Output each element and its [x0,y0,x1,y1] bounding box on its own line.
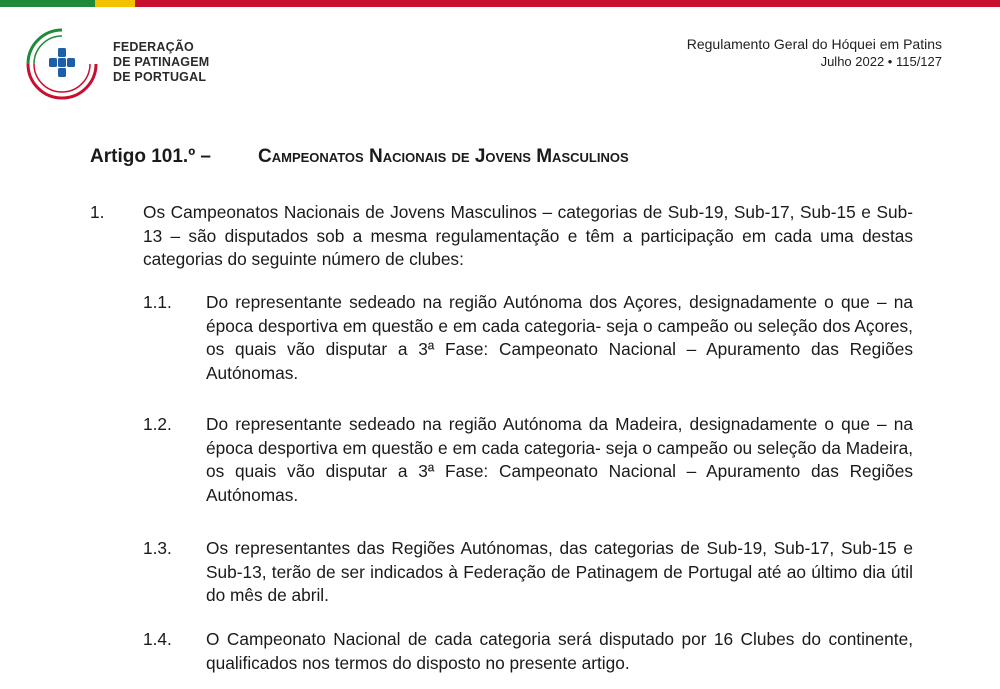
subitem-text: Os representantes das Regiões Autónomas, das categorias de Sub-19, Sub-17, Sub-15 e Sub-13, terão de ser indicados à Federação de Patinagem de Portugal até ao último dia útil do mês de abril. [206,538,913,605]
item-text: Os Campeonatos Nacionais de Jovens Masculinos – categorias de Sub-19, Sub-17, Sub-15 e Sub-13 – são disputados sob a mesma regulamentação e têm a participação em cada uma destas categorias do seguinte número de clubes: [143,202,913,269]
federation-name-line3: DE PORTUGAL [113,70,207,84]
federation-name [113,40,209,85]
federation-name-line2: DE PATINAGEM [113,55,210,69]
item-number: 1. [90,202,105,222]
subitem-number: 1.3. [143,538,172,558]
flag-green-segment [0,0,95,7]
article-title: Campeonatos Nacionais de Jovens Masculinos [258,146,629,167]
subitem-number: 1.4. [143,629,172,649]
article-heading [90,146,629,168]
federation-logo [24,26,100,102]
article-number: Artigo 101.º – [90,146,211,167]
federation-name-line1: FEDERAÇÃO [113,40,194,54]
subitem-text: Do representante sedeado na região Autónoma da Madeira, designadamente o que – na época desportiva em questão e em cada categoria- seja o campeão ou seleção da Madeira, os quais vão disputar a 3ª Fase: Campeonato Nacional – Apuramento das Regiões Autónomas. [206,414,913,505]
flag-red-segment [135,0,1000,7]
subitem-text: O Campeonato Nacional de cada categoria será disputado por 16 Clubes do continente, qualificados nos termos do disposto no presente artigo. [206,629,913,673]
document-title: Regulamento Geral do Hóquei em Patins [686,36,942,52]
shield-quinas-icon [49,48,75,77]
document-reference [687,36,942,70]
subitem-number: 1.2. [143,414,172,434]
document-date-page: Julho 2022 • 115/127 [820,54,942,69]
subitem-number: 1.1. [143,292,172,312]
flag-color-bar [0,0,1000,7]
subitem-text: Do representante sedeado na região Autónoma dos Açores, designadamente o que – na época desportiva em questão e em cada categoria- seja o campeão ou seleção dos Açores, os quais vão disputar a 3ª Fase: Campeonato Nacional – Apuramento das Regiões Autónomas. [206,292,913,383]
flag-yellow-segment [95,0,135,7]
